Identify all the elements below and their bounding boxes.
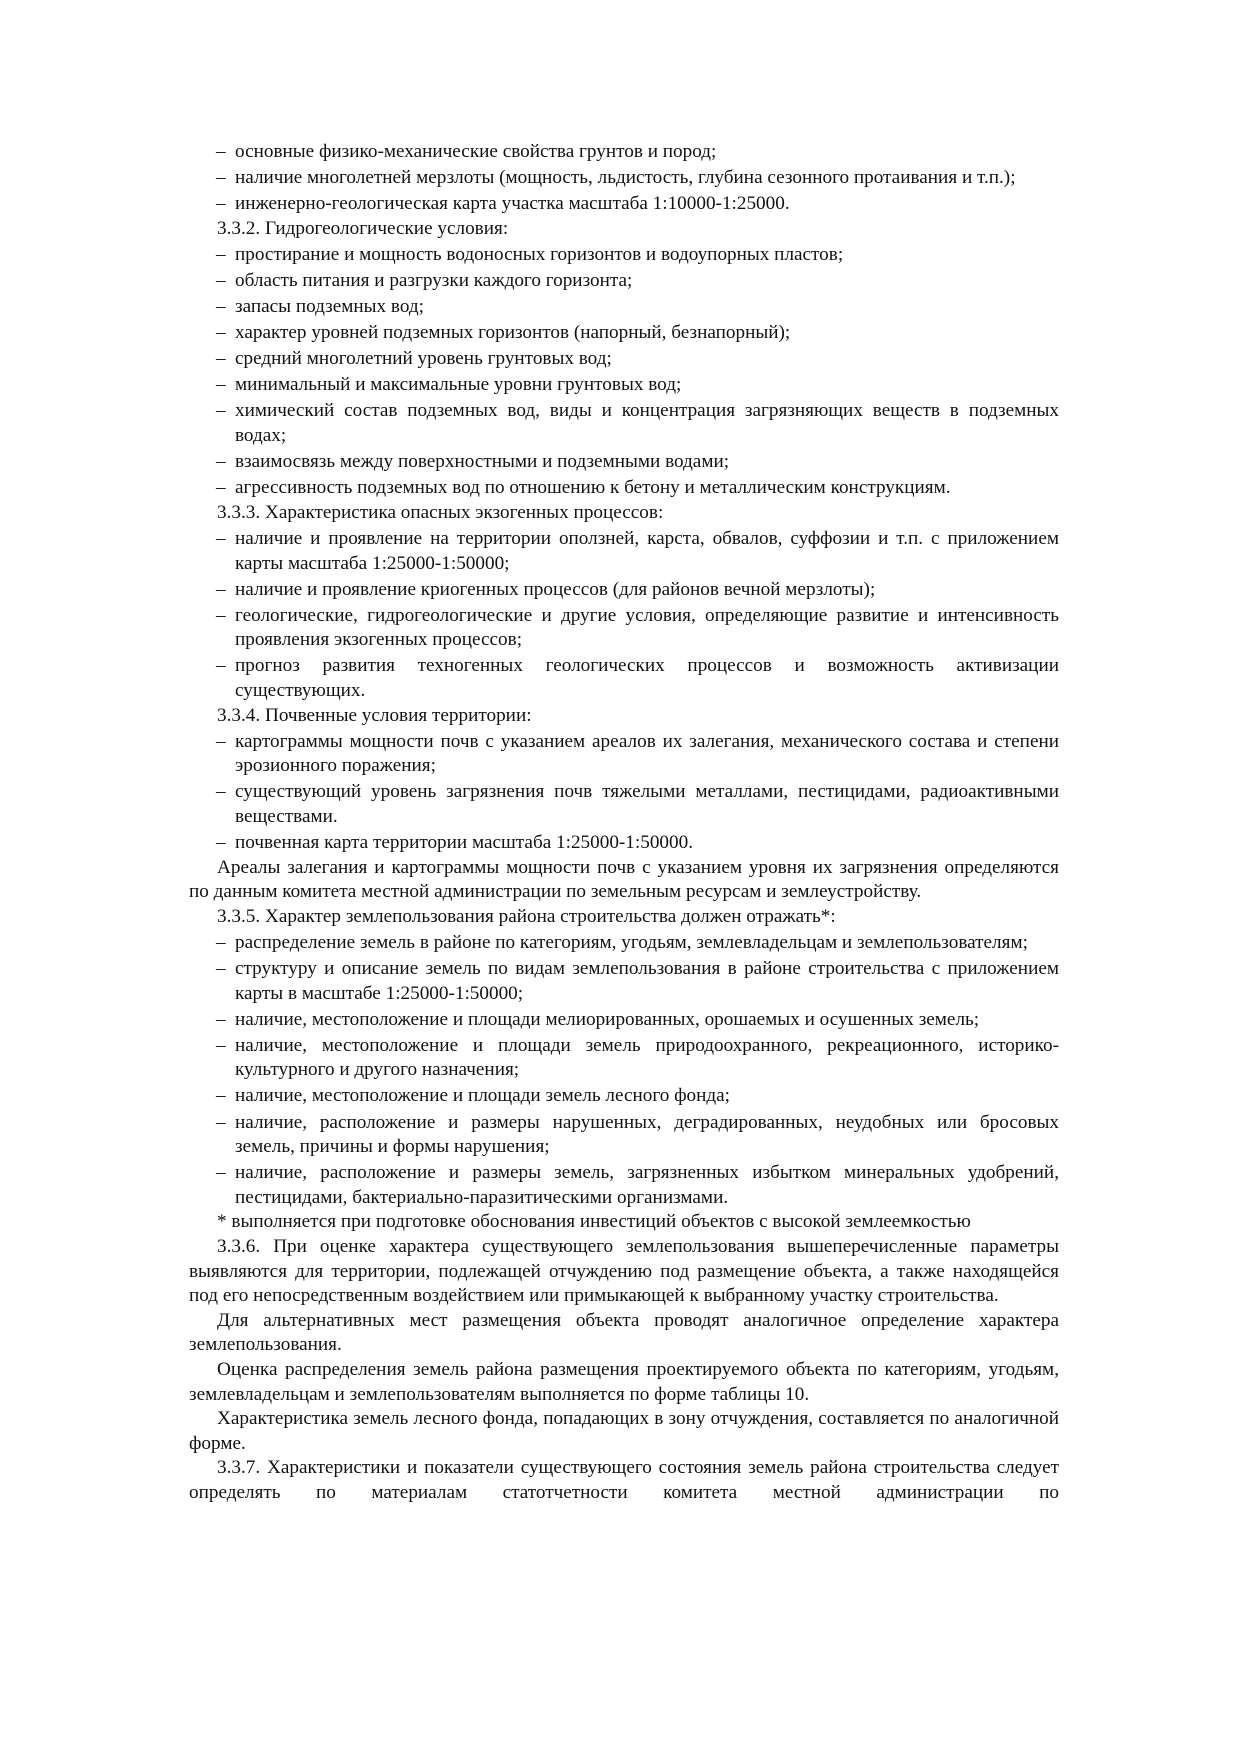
bullet-text: область питания и разгрузки каждого горизонта;	[235, 269, 633, 291]
bullet-dash: –	[216, 167, 226, 189]
bullet-dash: –	[216, 958, 226, 979]
bullet-text: существующий уровень загрязнения почв тяжелыми металлами, пестицидами, радиоактивными веществами.	[235, 781, 1059, 827]
bullet-item	[189, 931, 1059, 956]
bullet-text: наличие, расположение и размеры земель, загрязненных избытком минеральных удобрений, пестицидами, бактериально-паразитическими организмами.	[235, 1162, 1059, 1208]
bullet-text: характер уровней подземных горизонтов (напорный, безнапорный);	[235, 322, 791, 344]
bullet-text: геологические, гидрогеологические и другие условия, определяющие развитие и интенсивность проявления экзогенных процессов;	[235, 604, 1059, 651]
bullet-text: наличие, местоположение и площади мелиорированных, орошаемых и осушенных земель;	[235, 1008, 980, 1030]
bullet-item	[189, 957, 1059, 1006]
bullet-dash: –	[216, 1111, 226, 1133]
bullet-item	[189, 166, 1059, 191]
bullet-dash: –	[216, 730, 226, 752]
bullet-dash: –	[216, 578, 226, 600]
bullet-item	[189, 1034, 1059, 1083]
bullet-dash: –	[216, 1008, 226, 1030]
bullet-dash: –	[216, 348, 226, 370]
bullet-text: наличие многолетней мерзлоты (мощность, льдистость, глубина сезонного протаивания и т.п.);	[235, 167, 1016, 189]
bullet-text: химический состав подземных вод, виды и концентрация загрязняющих веществ в подземных водах;	[235, 400, 1059, 447]
bullet-dash: –	[216, 451, 226, 473]
section-heading: 3.3.5. Характер землепользования района строительства должен отражать*:	[217, 905, 836, 927]
bullet-text: почвенная карта территории масштаба 1:25000-1:50000.	[235, 832, 693, 854]
bullet-dash: –	[216, 193, 226, 215]
bullet-dash: –	[216, 243, 226, 265]
bullet-text: основные физико-механические свойства грунтов и пород;	[235, 141, 717, 162]
bullet-dash: –	[216, 322, 226, 344]
bullet-item	[189, 780, 1059, 829]
bullet-text: средний многолетний уровень грунтовых вод;	[235, 348, 612, 370]
bullet-item	[189, 604, 1059, 653]
bullet-dash: –	[216, 781, 226, 803]
bullet-item	[189, 295, 1059, 320]
bullet-item	[189, 578, 1059, 603]
footnote: * выполняется при подготовке обоснования инвестиций объектов с высокой землеемкостью	[217, 1211, 971, 1233]
bullet-text: наличие и проявление на территории оползней, карста, обвалов, суффозии и т.п. с приложением карты масштаба 1:25000-1:50000;	[235, 527, 1059, 574]
bullet-text: структуру и описание земель по видам землепользования в районе строительства с приложением карты в масштабе 1:25000-1:50000;	[235, 958, 1059, 1004]
bullet-item	[189, 243, 1059, 268]
section-heading: 3.3.3. Характеристика опасных экзогенных процессов:	[217, 501, 664, 523]
bullet-dash: –	[216, 604, 226, 626]
bullet-dash: –	[216, 477, 226, 499]
bullet-item	[189, 476, 1059, 501]
bullet-dash: –	[216, 527, 226, 549]
bullet-item	[189, 1084, 1059, 1109]
bullet-dash: –	[216, 374, 226, 396]
bullet-item	[189, 399, 1059, 448]
section-heading: 3.3.4. Почвенные условия территории:	[217, 704, 532, 726]
document-page	[189, 140, 1059, 1506]
bullet-text: взаимосвязь между поверхностными и подземными водами;	[235, 451, 730, 473]
bullet-item	[189, 730, 1059, 779]
paragraph: Характеристика земель лесного фонда, попадающих в зону отчуждения, составляется по аналогичной форме.	[189, 1408, 1059, 1454]
bullet-dash: –	[216, 1162, 226, 1184]
bullet-text: картограммы мощности почв с указанием ареалов их залегания, механического состава и степени эрозионного поражения;	[235, 730, 1059, 777]
bullet-text: простирание и мощность водоносных горизонтов и водоупорных пластов;	[235, 243, 844, 265]
bullet-item	[189, 347, 1059, 372]
bullet-dash: –	[216, 1034, 226, 1056]
bullet-text: наличие, расположение и размеры нарушенных, деградированных, неудобных или бросовых земель, причины и формы нарушения;	[235, 1111, 1059, 1158]
bullet-dash: –	[216, 832, 226, 854]
bullet-text: минимальный и максимальные уровни грунтовых вод;	[235, 374, 682, 396]
bullet-text: инженерно-геологическая карта участка масштаба 1:10000-1:25000.	[235, 193, 790, 215]
bullet-item	[189, 1008, 1059, 1033]
bullet-dash: –	[216, 269, 226, 291]
bullet-item	[189, 373, 1059, 398]
bullet-dash: –	[216, 141, 226, 162]
bullet-text: наличие, местоположение и площади земель лесного фонда;	[235, 1085, 731, 1107]
bullet-text: распределение земель в районе по категориям, угодьям, землевладельцам и землепользователям;	[235, 931, 1028, 953]
bullet-dash: –	[216, 400, 226, 422]
bullet-item	[189, 654, 1059, 703]
bullet-item	[189, 527, 1059, 576]
bullet-item	[189, 269, 1059, 294]
section-heading: 3.3.2. Гидрогеологические условия:	[217, 217, 509, 239]
bullet-text: прогноз развития техногенных геологических процессов и возможность активизации существующих.	[235, 655, 1059, 701]
bullet-text: запасы подземных вод;	[235, 296, 424, 318]
bullet-dash: –	[216, 296, 226, 318]
bullet-text: наличие и проявление криогенных процессов (для районов вечной мерзлоты);	[235, 578, 876, 600]
bullet-item	[189, 140, 1059, 165]
paragraph: 3.3.6. При оценке характера существующего землепользования вышеперечисленные параметры выявляются для территории, подлежащей отчуждению под размещение объекта, а также находящейся под его непосредственным воздействием или примыкающей к выбранному участку строительства.	[189, 1236, 1059, 1307]
bullet-item	[189, 1161, 1059, 1210]
bullet-item	[189, 321, 1059, 346]
bullet-item	[189, 450, 1059, 475]
paragraph: Оценка распределения земель района размещения проектируемого объекта по категориям, угодьям, землевладельцам и землепользователям выполняется по форме таблицы 10.	[189, 1359, 1059, 1405]
bullet-item	[189, 1111, 1059, 1160]
bullet-dash: –	[216, 1085, 226, 1107]
bullet-text: агрессивность подземных вод по отношению к бетону и металлическим конструкциям.	[235, 477, 951, 499]
paragraph: 3.3.7. Характеристики и показатели существующего состояния земель района строительства следует определять по материалам статотчетности комитета местной администрации по	[189, 1457, 1059, 1503]
bullet-text: наличие, местоположение и площади земель природоохранного, рекреационного, историко-культурного и другого назначения;	[235, 1034, 1059, 1081]
bullet-dash: –	[216, 655, 226, 677]
bullet-item	[189, 831, 1059, 856]
paragraph: Ареалы залегания и картограммы мощности почв с указанием уровня их загрязнения определяются по данным комитета местной администрации по земельным ресурсам и землеустройству.	[189, 856, 1059, 903]
paragraph: Для альтернативных мест размещения объекта проводят аналогичное определение характера землепользования.	[189, 1309, 1059, 1356]
bullet-item	[189, 192, 1059, 217]
bullet-dash: –	[216, 931, 226, 953]
